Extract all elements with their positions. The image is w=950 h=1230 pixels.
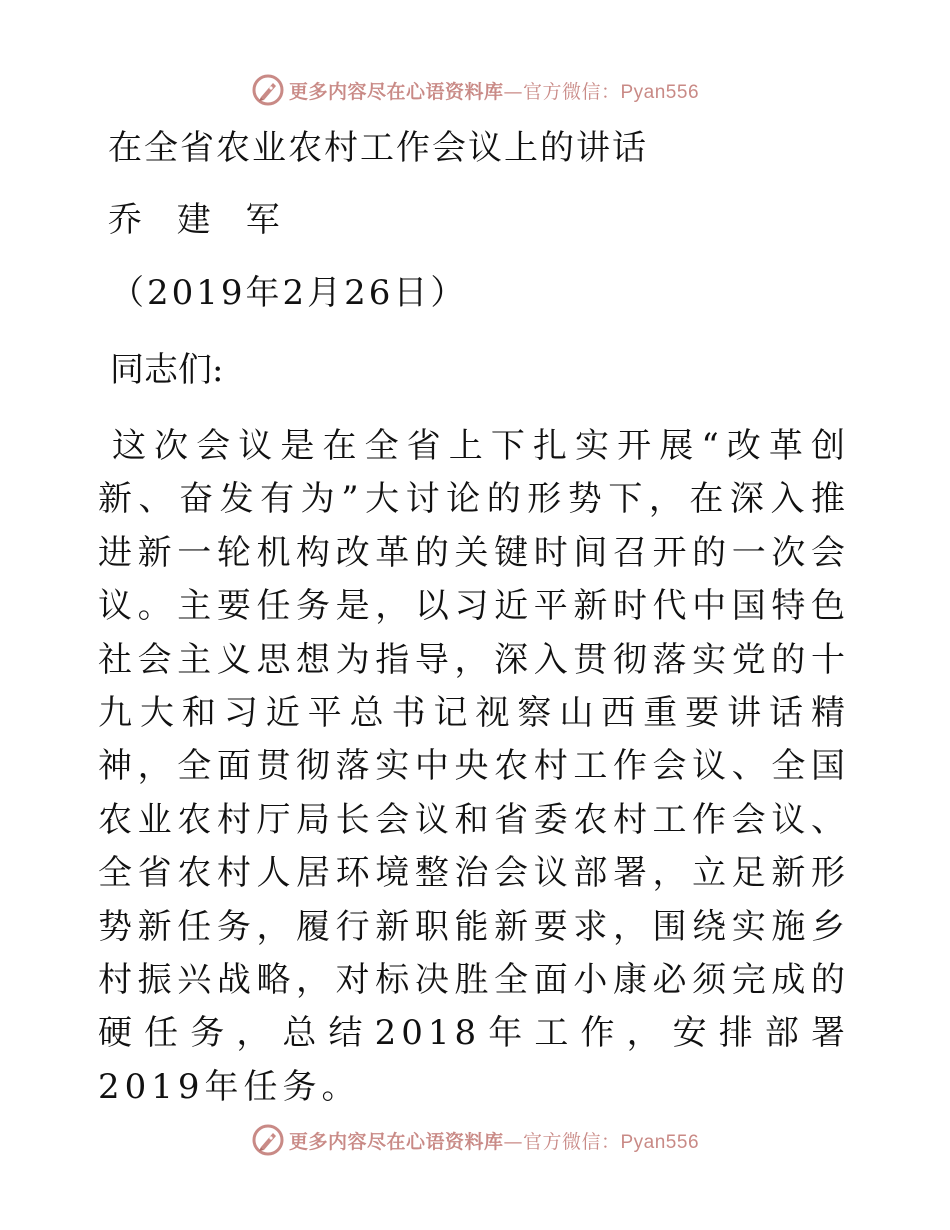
watermark-footer [0, 1120, 950, 1160]
document-author: 乔 建 军 [108, 200, 292, 240]
pen-nib-logo-icon [251, 1123, 285, 1157]
document-paragraph: 这次会议是在全省上下扎实开展“改革创新、奋发有为”大讨论的形势下，在深入推进新一轮机构改革的关键时间召开的一次会议。主要任务是，以习近平新时代中国特色社会主义思想为指导，深入贯彻落实党的十九大和习近平总书记视察山西重要讲话精神，全面贯彻落实中央农村工作会议、全国农业农村厅局长会议和省委农村工作会议、全省农村人居环境整治会议部署，立足新形势新任务，履行新职能新要求，围绕实施乡村振兴战略，对标决胜全面小康必须完成的硬任务，总结2018年工作，安排部署2019年任务。 [98, 426, 850, 1107]
watermark-brand: 更多内容尽在心语资料库 [288, 80, 504, 103]
document-title: 在全省农业农村工作会议上的讲话 [108, 128, 648, 168]
document-date: （2019年2月26日） [110, 273, 468, 313]
watermark-header [0, 70, 950, 110]
watermark-separator: — [503, 1130, 523, 1153]
watermark-text [289, 77, 699, 104]
pen-nib-logo-icon [251, 73, 285, 107]
watermark-text [289, 1127, 699, 1154]
watermark-brand: 更多内容尽在心语资料库 [288, 1130, 504, 1153]
watermark-contact: 官方微信：Pyan556 [523, 81, 700, 103]
watermark-separator: — [503, 80, 523, 103]
watermark-contact: 官方微信：Pyan556 [523, 1131, 700, 1153]
document-salutation: 同志们: [110, 350, 224, 390]
